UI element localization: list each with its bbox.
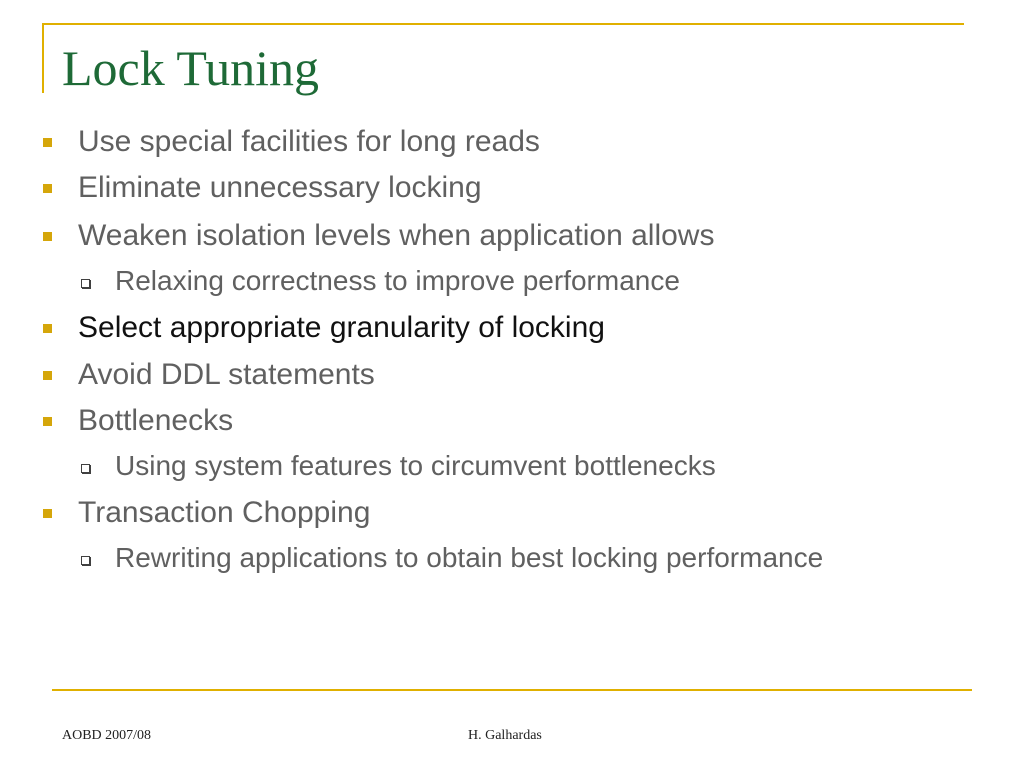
hollow-square-bullet-icon xyxy=(81,556,90,565)
bullet-item xyxy=(78,218,714,254)
slide-title: Lock Tuning xyxy=(62,40,320,96)
filled-square-bullet-icon xyxy=(43,324,52,333)
bullet-text: Transaction Chopping xyxy=(78,496,371,529)
bullet-item xyxy=(78,124,540,160)
sub-bullet-item xyxy=(115,264,680,298)
footer-course-label: AOBD 2007/08 xyxy=(62,728,152,743)
footer-divider xyxy=(52,689,972,691)
bullet-item xyxy=(78,170,482,206)
filled-square-bullet-icon xyxy=(43,232,52,241)
bullet-item xyxy=(78,310,605,346)
bullet-text: Use special facilities for long reads xyxy=(78,125,540,158)
hollow-square-bullet-icon xyxy=(81,279,90,288)
hollow-square-bullet-icon xyxy=(81,464,90,473)
bullet-item xyxy=(78,495,370,531)
bullet-text: Eliminate unnecessary locking xyxy=(78,171,482,204)
bullet-text: Select appropriate granularity of locking xyxy=(78,311,605,344)
filled-square-bullet-icon xyxy=(43,138,52,147)
sub-bullet-text: Relaxing correctness to improve performance xyxy=(115,265,680,296)
bullet-text: Bottlenecks xyxy=(78,404,234,437)
sub-bullet-item xyxy=(115,541,823,575)
bullet-text: Weaken isolation levels when application allows xyxy=(78,219,715,252)
filled-square-bullet-icon xyxy=(43,417,52,426)
sub-bullet-item xyxy=(115,449,716,483)
bullet-item xyxy=(78,357,375,393)
sub-bullet-text: Rewriting applications to obtain best locking performance xyxy=(115,542,824,573)
bullet-item xyxy=(78,403,233,439)
footer-author-label: H. Galhardas xyxy=(468,728,542,743)
sub-bullet-text: Using system features to circumvent bottlenecks xyxy=(115,450,716,481)
filled-square-bullet-icon xyxy=(43,509,52,518)
bullet-text: Avoid DDL statements xyxy=(78,358,375,391)
filled-square-bullet-icon xyxy=(43,371,52,380)
filled-square-bullet-icon xyxy=(43,184,52,193)
